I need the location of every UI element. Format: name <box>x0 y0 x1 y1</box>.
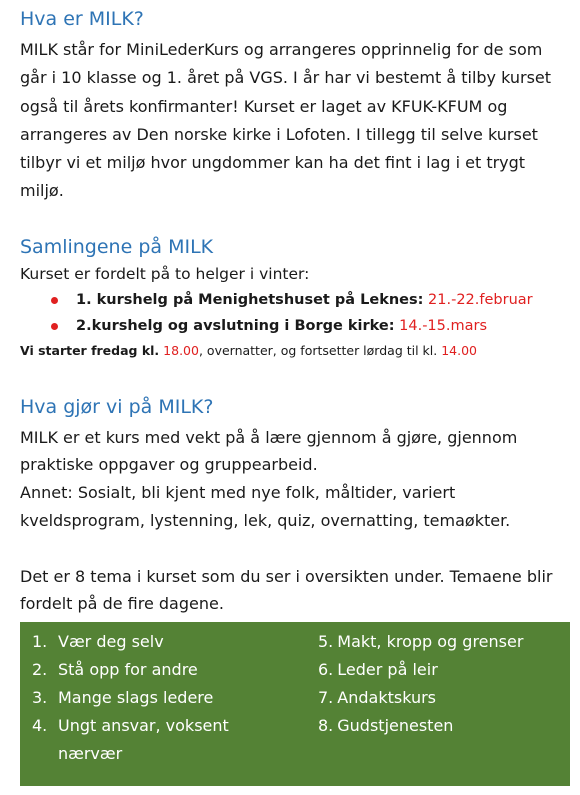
weekend-label: 2.kurshelg og avslutning i Borge kirke: <box>76 318 395 334</box>
times-middle: , overnatter, og fortsetter lørdag til kl. <box>198 343 438 358</box>
list-item <box>20 287 572 313</box>
bullet-icon <box>51 323 58 330</box>
themes-box <box>20 622 570 786</box>
schedule-times <box>20 341 477 361</box>
samlinger-list <box>20 287 572 339</box>
theme-title: Stå opp for andre <box>58 660 198 679</box>
theme-title: Vær deg selv <box>58 632 164 651</box>
theme-number: 3. <box>32 688 48 707</box>
paragraph-method: MILK er et kurs med vekt på å lære gjennom å gjøre, gjennom praktiske oppgaver og gruppearbeid. <box>20 428 518 474</box>
theme-title: Mange slags ledere <box>58 688 214 707</box>
theme-number: 7. <box>318 688 334 707</box>
list-item <box>32 628 302 656</box>
list-item <box>318 656 568 684</box>
list-item <box>32 656 302 684</box>
list-item <box>32 712 302 768</box>
paragraph-what-is-milk: MILK står for MiniLederKurs og arrangeres opprinnelig for de som går i 10 klasse og 1. året på VGS. I år har vi bestemt å tilby kurset også til årets konfirmanter! Kurset er laget av KFUK-KFUM og arrangeres av Den norske kirke i Lofoten. I tillegg til selve kurset tilbyr vi et miljø hvor ungdommer kan ha det fint i lag i et trygt miljø. <box>20 40 552 201</box>
theme-number: 1. <box>32 632 48 651</box>
list-item <box>20 313 572 339</box>
theme-number: 4. <box>32 716 48 735</box>
heading-samlinger: Samlingene på MILK <box>20 236 214 258</box>
theme-title: Leder på leir <box>337 660 438 679</box>
paragraph-other: Annet: Sosialt, bli kjent med nye folk, måltider, variert kveldsprogram, lystenning, lek, quiz, overnatting, temaøkter. <box>20 483 511 530</box>
list-item <box>318 628 568 656</box>
weekend-date: 14.-15.mars <box>399 318 488 334</box>
theme-title: Gudstjenesten <box>337 716 454 735</box>
list-item <box>318 684 568 712</box>
list-item <box>32 684 302 712</box>
end-time: 14.00 <box>441 343 478 358</box>
themes-right-column <box>318 628 568 740</box>
theme-number: 5. <box>318 632 334 651</box>
weekend-date: 21.-22.februar <box>428 292 533 308</box>
weekend-label: 1. kurshelg på Menighetshuset på Leknes: <box>76 292 424 308</box>
theme-title: Makt, kropp og grenser <box>337 632 524 651</box>
times-prefix: Vi starter fredag kl. <box>20 343 160 358</box>
heading-what-is-milk: Hva er MILK? <box>20 8 144 30</box>
paragraph-themes-intro: Det er 8 tema i kurset som du ser i oversikten under. Temaene blir fordelt på de fire dagene. <box>20 567 553 613</box>
theme-title: Andaktskurs <box>337 688 437 707</box>
theme-number: 6. <box>318 660 334 679</box>
list-item <box>318 712 568 740</box>
start-time: 18.00 <box>163 343 199 358</box>
theme-number: 8. <box>318 716 334 735</box>
bullet-icon <box>51 297 58 304</box>
themes-left-column <box>32 628 302 768</box>
samlinger-intro: Kurset er fordelt på to helger i vinter: <box>20 265 310 283</box>
theme-number: 2. <box>32 660 48 679</box>
heading-what-we-do: Hva gjør vi på MILK? <box>20 396 214 418</box>
theme-title: Ungt ansvar, voksent nærvær <box>58 716 229 763</box>
